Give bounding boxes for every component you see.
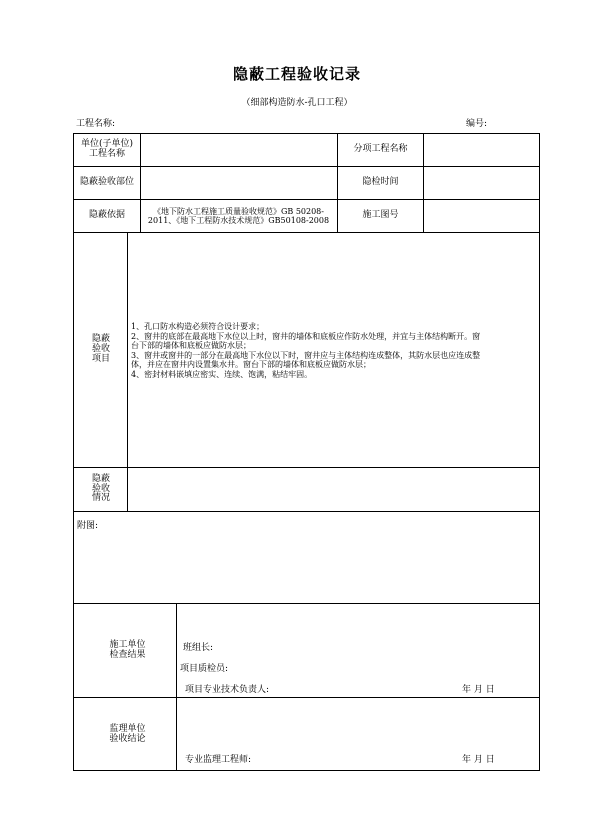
drawing-value[interactable]	[424, 200, 539, 232]
page-title: 隐蔽工程验收记录	[232, 65, 361, 83]
supervision-engineer-label: 专业监理工程师:	[185, 755, 252, 765]
time-value[interactable]	[424, 167, 539, 199]
team-leader-label: 班组长:	[183, 643, 214, 653]
construction-date: 年 月 日	[462, 685, 495, 695]
project-name-label: 工程名称:	[76, 119, 116, 129]
unit-label: 单位(子单位)工程名称	[80, 139, 134, 159]
number-label: 编号:	[466, 119, 488, 129]
part-value[interactable]	[141, 167, 337, 199]
construction-label: 施工单位检查结果	[109, 639, 146, 660]
drawing-label: 施工图号	[362, 210, 399, 221]
list-item: 体，并应在窗井内设置集水井。窗台下部的墙体和底板应做防水层；	[131, 360, 371, 370]
supervision-label: 监理单位验收结论	[109, 723, 146, 744]
row-divider	[73, 232, 540, 233]
basis-label: 隐蔽依据	[88, 210, 125, 221]
page-subtitle: （细部构造防水-孔口工程）	[241, 98, 353, 108]
subitem-label: 分项工程名称	[353, 144, 408, 155]
list-item: 3、窗井或窗井的一部分在最高地下水位以下时，窗井应与主体结构连成整体，其防水层也应连成整	[131, 350, 481, 360]
part-label: 隐蔽验收部位	[79, 177, 134, 188]
items-label: 隐蔽验收项目	[91, 334, 110, 364]
subitem-value[interactable]	[424, 134, 539, 166]
items-list	[131, 322, 537, 380]
condition-label: 隐蔽验收情况	[91, 473, 110, 504]
time-label: 隐检时间	[362, 177, 399, 188]
list-item: 2、窗井的底部在最高地下水位以上时，窗井的墙体和底板应作防水处理，并宜与主体结构断开。窗	[131, 331, 481, 341]
list-item: 4、密封材料嵌填应密实、连续、饱满，粘结牢固。	[131, 369, 313, 379]
attachment-label: 附图:	[77, 521, 99, 531]
tech-lead-label: 项目专业技术负责人:	[185, 685, 270, 695]
inspector-label: 项目质检员:	[180, 664, 229, 674]
column-divider	[176, 603, 177, 771]
unit-value[interactable]	[141, 134, 337, 166]
basis-value: 《地下防水工程施工质量验收规范》GB 50208-2011、《地下工程防水技术规范》GB50108-2008	[147, 206, 330, 225]
list-item: 台下部的墙体和底板应做防水层；	[131, 341, 251, 351]
list-item: 1、孔口防水构造必须符合设计要求；	[131, 322, 265, 331]
row-divider	[73, 511, 540, 512]
supervision-date: 年 月 日	[462, 755, 495, 765]
condition-value[interactable]	[128, 468, 539, 511]
